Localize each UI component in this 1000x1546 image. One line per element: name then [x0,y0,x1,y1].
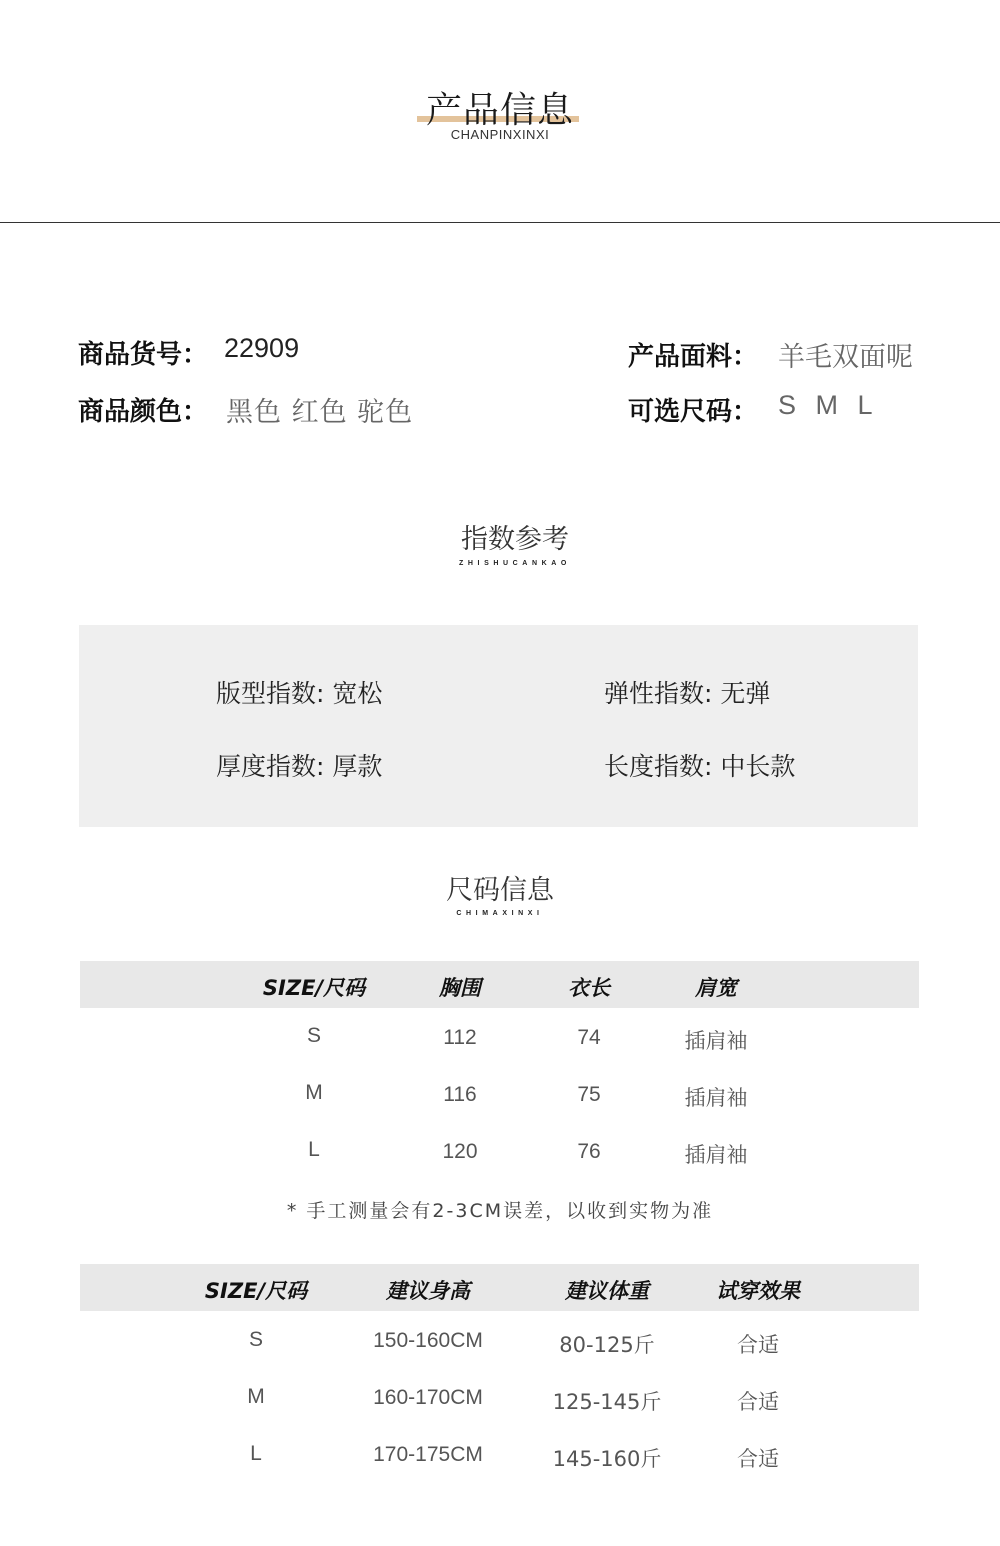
table-cell: 160-170CM [373,1386,483,1409]
page-title: 产品信息 [425,90,574,131]
colors-label: 商品颜色： [78,397,209,427]
size-table-header: 肩宽 [695,976,737,1000]
size-table-header: SIZE/尺码 [262,976,366,1000]
measurement-note: * 手工测量会有2-3CM误差，以收到实物为准 [286,1200,714,1222]
fit-table-header: SIZE/尺码 [204,1279,308,1303]
table-cell: 116 [443,1083,477,1106]
sizes-value: S M L [778,390,879,420]
table-cell: 插肩袖 [684,1029,748,1053]
fabric-value: 羊毛双面呢 [778,342,913,373]
table-cell: 112 [443,1026,477,1049]
table-cell: 合适 [737,1333,779,1357]
item-no-label: 商品货号： [78,340,209,370]
table-cell: L [308,1138,320,1161]
page-subtitle: CHANPINXINXI [450,127,550,142]
index-panel [79,625,918,827]
table-cell: 80-125斤 [559,1333,655,1357]
size-table-header: 胸围 [439,976,481,1000]
table-cell: 145-160斤 [552,1447,662,1471]
table-cell: M [305,1081,323,1104]
table-cell: 150-160CM [373,1329,483,1352]
thickness-index: 厚度指数: 厚款 [216,752,383,781]
table-cell: 合适 [737,1447,779,1471]
fit-table-header: 建议身高 [386,1279,470,1303]
fabric-label: 产品面料： [628,342,759,372]
item-no-value: 22909 [224,333,300,363]
colors-value: 黑色 红色 驼色 [226,397,414,428]
table-cell: 插肩袖 [684,1143,748,1167]
elasticity-index: 弹性指数: 无弹 [604,679,771,708]
size-section-title: 尺码信息 [446,875,554,906]
table-cell: 插肩袖 [684,1086,748,1110]
table-cell: 74 [577,1026,601,1049]
size-section-subtitle: CHIMAXINXI [456,910,544,917]
table-cell: M [247,1385,265,1408]
table-cell: S [306,1024,321,1047]
sizes-label: 可选尺码： [628,397,759,427]
fit-table-header: 建议体重 [565,1279,649,1303]
fit-table-header: 试穿效果 [716,1279,800,1303]
table-cell: L [250,1442,262,1465]
table-cell: 76 [577,1140,601,1163]
table-cell: 170-175CM [373,1443,483,1466]
table-cell: 125-145斤 [552,1390,662,1414]
length-index: 长度指数: 中长款 [604,752,796,781]
table-cell: 75 [577,1083,601,1106]
index-section-title: 指数参考 [461,524,569,555]
index-section-subtitle: ZHISHUCANKAO [459,560,571,567]
fit-index: 版型指数: 宽松 [216,679,383,708]
table-cell: S [248,1328,263,1351]
table-cell: 合适 [737,1390,779,1414]
size-table-header: 衣长 [568,976,610,1000]
table-cell: 120 [442,1140,478,1163]
divider [0,222,1000,223]
